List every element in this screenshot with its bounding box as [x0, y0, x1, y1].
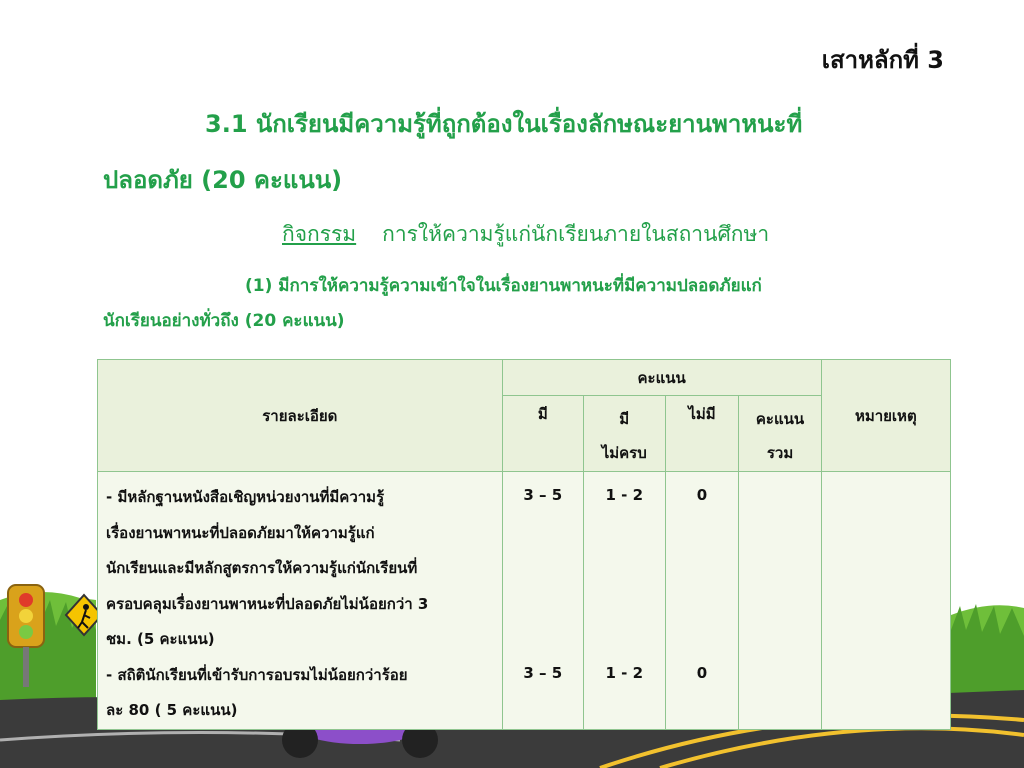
header-has-incomplete-line-2: ไม่ครบ: [601, 444, 647, 462]
item-1-line-2: เรื่องยานพาหนะที่ปลอดภัยมาให้ความรู้แก่: [106, 523, 375, 542]
item-2-none: 0: [696, 663, 708, 682]
none-cell: [665, 472, 739, 730]
criterion-line-1: (1) มีการให้ความรู้ความเข้าใจในเรื่องยานพาหนะที่มีความปลอดภัยแก่: [245, 276, 762, 296]
item-2-line-1: - สถิตินักเรียนที่เข้ารับการอบรมไม่น้อยกว่าร้อย: [106, 665, 408, 684]
table-row: [98, 472, 951, 730]
header-remarks: หมายเหตุ: [821, 360, 950, 472]
has-cell: [502, 472, 583, 730]
activity-text: การให้ความรู้แก่นักเรียนภายในสถานศึกษา: [382, 222, 770, 246]
total-cell: [739, 472, 821, 730]
item-2-has: 3 – 5: [523, 663, 563, 682]
criterion-line-2: นักเรียนอย่างทั่วถึง (20 คะแนน): [103, 311, 345, 331]
header-has-incomplete-line-1: มี: [619, 410, 630, 428]
header-details: รายละเอียด: [98, 360, 503, 472]
item-2-line-2: ละ 80 ( 5 คะแนน): [106, 701, 238, 719]
details-cell: [98, 472, 503, 730]
incomplete-cell: [583, 472, 665, 730]
section-title-line-2: ปลอดภัย (20 คะแนน): [103, 166, 343, 194]
item-1-line-4: ครอบคลุมเรื่องยานพาหนะที่ปลอดภัยไม่น้อยกว่า 3: [106, 594, 429, 613]
section-title-line-1: 3.1 นักเรียนมีความรู้ที่ถูกต้องในเรื่องลักษณะยานพาหนะที่: [205, 110, 803, 138]
header-has-incomplete: [583, 396, 665, 472]
header-none: ไม่มี: [665, 396, 739, 472]
header-total-line-1: คะแนน: [755, 410, 805, 428]
activity-line: [282, 218, 769, 251]
activity-label: กิจกรรม: [282, 222, 357, 246]
item-1-line-3: นักเรียนและมีหลักสูตรการให้ความรู้แก่นักเรียนที่: [106, 559, 418, 577]
item-1-incomplete: 1 - 2: [605, 486, 644, 504]
item-1-line-5: ชม. (5 คะแนน): [106, 630, 215, 648]
item-1-line-1: - มีหลักฐานหนังสือเชิญหน่วยงานที่มีความรู้: [106, 488, 385, 506]
header-total-line-2: รวม: [766, 444, 794, 462]
item-1-has: 3 – 5: [523, 486, 563, 504]
item-2-incomplete: 1 - 2: [605, 663, 644, 682]
item-1-none: 0: [696, 486, 708, 504]
pillar-heading: เสาหลักที่ 3: [821, 46, 944, 74]
score-table: [97, 359, 951, 730]
header-has: มี: [502, 396, 583, 472]
header-score: คะแนน: [502, 360, 821, 396]
header-total: [739, 396, 821, 472]
remarks-cell: [821, 472, 950, 730]
